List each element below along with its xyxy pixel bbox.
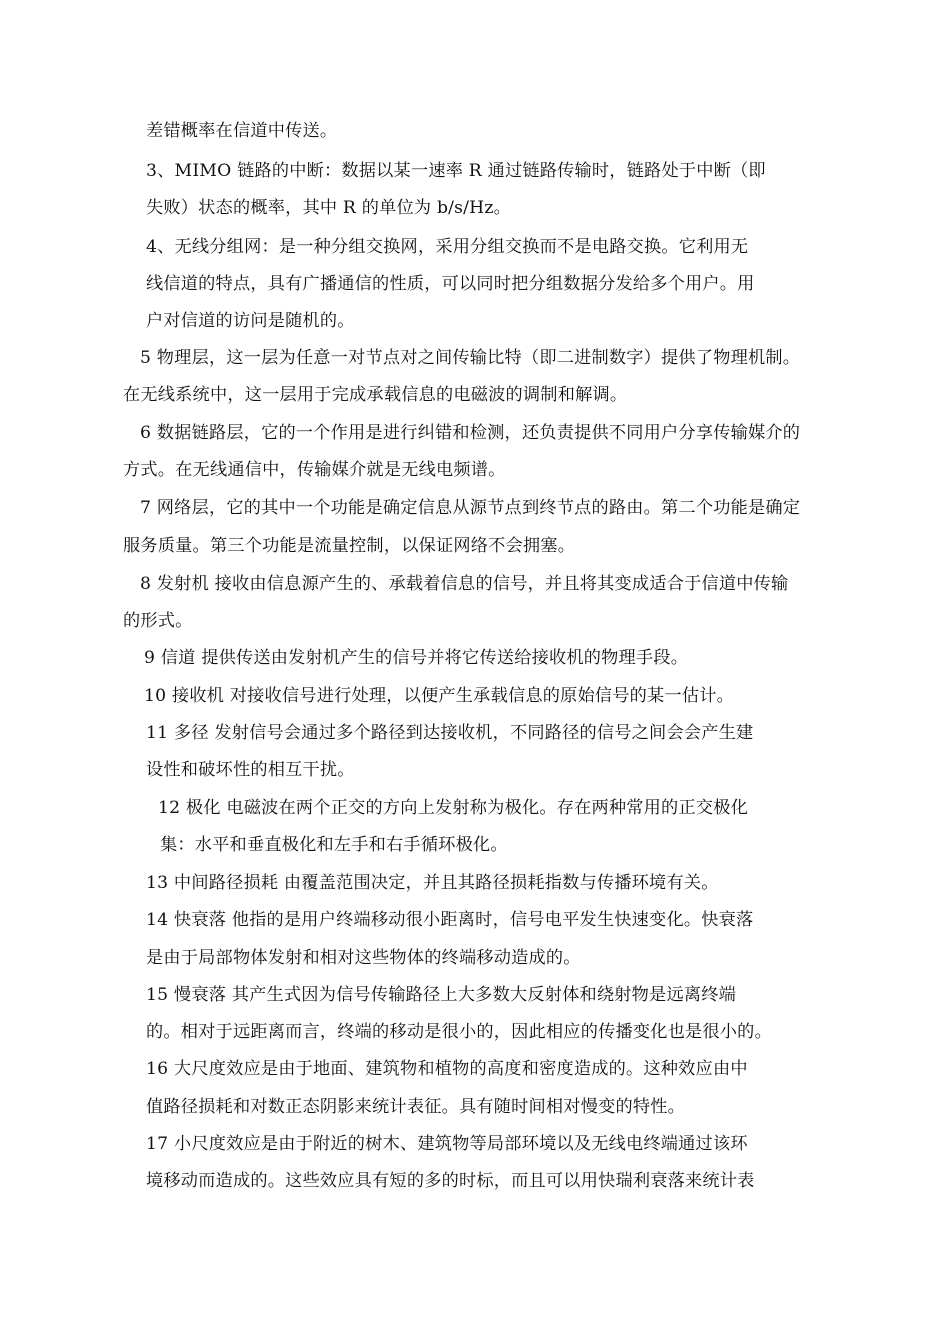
- text-line: 5 物理层，这一层为任意一对节点对之间传输比特（即二进制数字）提供了物理机制。: [140, 348, 801, 368]
- text-line: 8 发射机 接收由信息源产生的、承载着信息的信号，并且将其变成适合于信道中传输: [140, 574, 789, 594]
- text-line: 的。相对于远距离而言，终端的移动是很小的，因此相应的传播变化也是很小的。: [146, 1022, 772, 1042]
- text-line: 集：水平和垂直极化和左手和右手循环极化。: [160, 835, 508, 855]
- text-line: 3、MIMO 链路的中断：数据以某一速率 R 通过链路传输时，链路处于中断（即: [146, 161, 766, 181]
- text-line: 11 多径 发射信号会通过多个路径到达接收机，不同路径的信号之间会会产生建: [146, 723, 754, 743]
- text-line: 12 极化 电磁波在两个正交的方向上发射称为极化。存在两种常用的正交极化: [158, 798, 749, 818]
- text-line: 16 大尺度效应是由于地面、建筑物和植物的高度和密度造成的。这种效应由中: [146, 1059, 748, 1079]
- text-line: 6 数据链路层，它的一个作用是进行纠错和检测，还负责提供不同用户分享传输媒介的: [140, 423, 801, 443]
- text-line: 14 快衰落 他指的是用户终端移动很小距离时，信号电平发生快速变化。快衰落: [146, 910, 754, 930]
- text-line: 10 接收机 对接收信号进行处理，以便产生承载信息的原始信号的某一估计。: [144, 686, 735, 706]
- text-line: 的形式。: [123, 611, 193, 631]
- text-line: 4、无线分组网：是一种分组交换网，采用分组交换而不是电路交换。它利用无: [146, 237, 749, 257]
- text-line: 服务质量。第三个功能是流量控制，以保证网络不会拥塞。: [123, 536, 576, 556]
- text-line: 17 小尺度效应是由于附近的树木、建筑物等局部环境以及无线电终端通过该环: [146, 1134, 748, 1154]
- text-line: 15 慢衰落 其产生式因为信号传输路径上大多数大反射体和绕射物是远离终端: [146, 985, 737, 1005]
- text-line: 是由于局部物体发射和相对这些物体的终端移动造成的。: [146, 948, 581, 968]
- text-line: 户对信道的访问是随机的。: [146, 311, 355, 331]
- text-line: 差错概率在信道中传送。: [146, 121, 338, 141]
- text-line: 7 网络层，它的其中一个功能是确定信息从源节点到终节点的路由。第二个功能是确定: [140, 498, 801, 518]
- text-line: 13 中间路径损耗 由覆盖范围决定，并且其路径损耗指数与传播环境有关。: [146, 873, 719, 893]
- text-line: 方式。在无线通信中，传输媒介就是无线电频谱。: [123, 460, 506, 480]
- text-line: 线信道的特点，具有广播通信的性质，可以同时把分组数据分发给多个用户。用: [146, 274, 755, 294]
- text-line: 设性和破坏性的相互干扰。: [146, 760, 355, 780]
- text-line: 失败）状态的概率，其中 R 的单位为 b/s/Hz。: [146, 198, 511, 218]
- text-line: 境移动而造成的。这些效应具有短的多的时标，而且可以用快瑞利衰落来统计表: [146, 1171, 755, 1191]
- text-line: 9 信道 提供传送由发射机产生的信号并将它传送给接收机的物理手段。: [144, 648, 689, 668]
- text-line: 值路径损耗和对数正态阴影来统计表征。具有随时间相对慢变的特性。: [146, 1097, 686, 1117]
- text-line: 在无线系统中，这一层用于完成承载信息的电磁波的调制和解调。: [123, 385, 628, 405]
